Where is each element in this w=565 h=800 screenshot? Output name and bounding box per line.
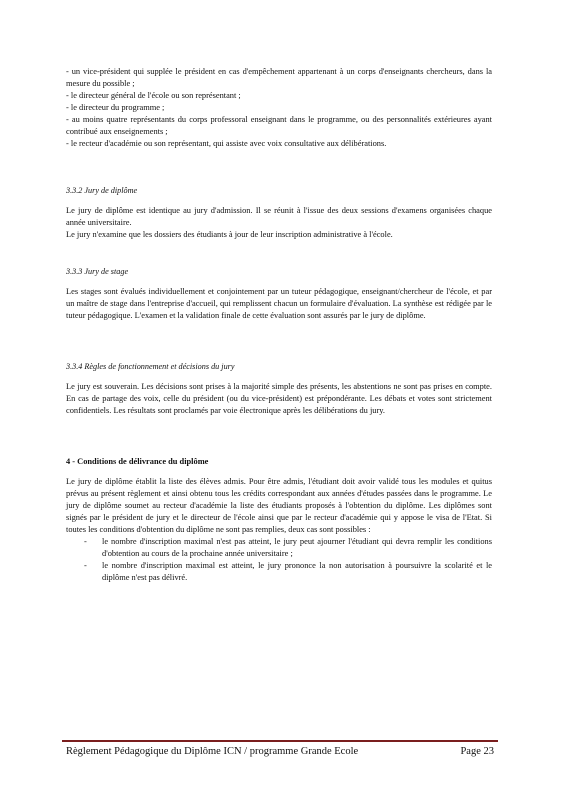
paragraph: Les stages sont évalués individuellement et conjointement par un tuteur pédagogique, enseignant/chercheur de l'école, et par un maître de stage dans l'entreprise d'accueil, qui remplissent chacun un formulaire d'évaluation. La synthèse est rédigée par le tuteur pédagogique. L'examen et la validation finale de cette évaluation sont assurés par le jury de diplôme. [66, 287, 492, 320]
paragraph: Le jury est souverain. Les décisions sont prises à la majorité simple des présents, les abstentions ne sont pas prises en compte. En cas de partage des voix, celle du président (ou du vice-président) est prépondérante. Les débats et votes sont strictement confidentiels. Les résultats sont proclamés par voie électronique après les délibérations du jury. [66, 382, 492, 415]
paragraph: Le jury n'examine que les dossiers des étudiants à jour de leur inscription administrative à l'école. [66, 230, 393, 239]
bullet-dash: - [84, 537, 87, 546]
list-item-text: le nombre d'inscription maximal n'est pas atteint, le jury peut ajourner l'étudiant qui devra remplir les conditions d'obtention au cours de la prochaine année universitaire ; [102, 537, 492, 558]
list-item [66, 536, 492, 560]
composition-item: - le directeur général de l'école ou son représentant ; [66, 91, 241, 100]
section-3-3-4-body [66, 381, 492, 417]
section-3-3-4 [66, 362, 492, 371]
footer-rule [62, 740, 498, 742]
section-3-3-2-body [66, 205, 492, 241]
composition-item: - un vice-président qui supplée le président en cas d'empêchement appartenant à un corps d'enseignants chercheurs, dans la mesure du possible ; [66, 67, 492, 88]
section-heading: 3.3.4 Règles de fonctionnement et décisions du jury [66, 362, 235, 371]
section-4-body [66, 476, 492, 584]
section-heading: 3.3.3 Jury de stage [66, 267, 129, 276]
bullet-dash: - [84, 561, 87, 570]
section-3-3-3 [66, 267, 492, 276]
list-item-text: le nombre d'inscription maximal est atteint, le jury prononce la non autorisation à poursuivre la scolarité et le diplôme n'est pas délivré. [102, 561, 492, 582]
footer-title: Règlement Pédagogique du Diplôme ICN / programme Grande Ecole [66, 746, 359, 757]
composition-item: - le recteur d'académie ou son représentant, qui assiste avec voix consultative aux délibérations. [66, 139, 387, 148]
paragraph: Le jury de diplôme est identique au jury d'admission. Il se réunit à l'issue des deux sessions d'examens organisées chaque année universitaire. [66, 206, 492, 227]
composition-item: - le directeur du programme ; [66, 103, 165, 112]
section-heading: 4 - Conditions de délivrance du diplôme [66, 457, 209, 466]
section-3-3-2 [66, 186, 492, 195]
section-heading: 3.3.2 Jury de diplôme [66, 186, 138, 195]
paragraph: Le jury de diplôme établit la liste des élèves admis. Pour être admis, l'étudiant doit avoir validé tous les modules et quitus prévus au présent règlement et ainsi obtenu tous les crédits correspondant aux années d'études passées dans le programme. Le jury de diplôme soumet au recteur d'académie la liste des étudiants proposés à l'obtention du diplôme. Les diplômes sont signés par le président de jury et le directeur de l'école ainsi que par le recteur d'académie qui y appose le visa de l'Etat. Si toutes les conditions d'obtention du diplôme ne sont pas remplies, deux cas sont possibles : [66, 477, 492, 534]
page-number: Page 23 [460, 746, 494, 757]
conditions-list [66, 536, 492, 584]
list-item [66, 560, 492, 584]
section-4 [66, 457, 492, 466]
jury-composition-list [66, 66, 492, 150]
composition-item: - au moins quatre représentants du corps professoral enseignant dans le programme, ou des personnalités extérieures ayant contribué aux enseignements ; [66, 115, 492, 136]
section-3-3-3-body [66, 286, 492, 322]
